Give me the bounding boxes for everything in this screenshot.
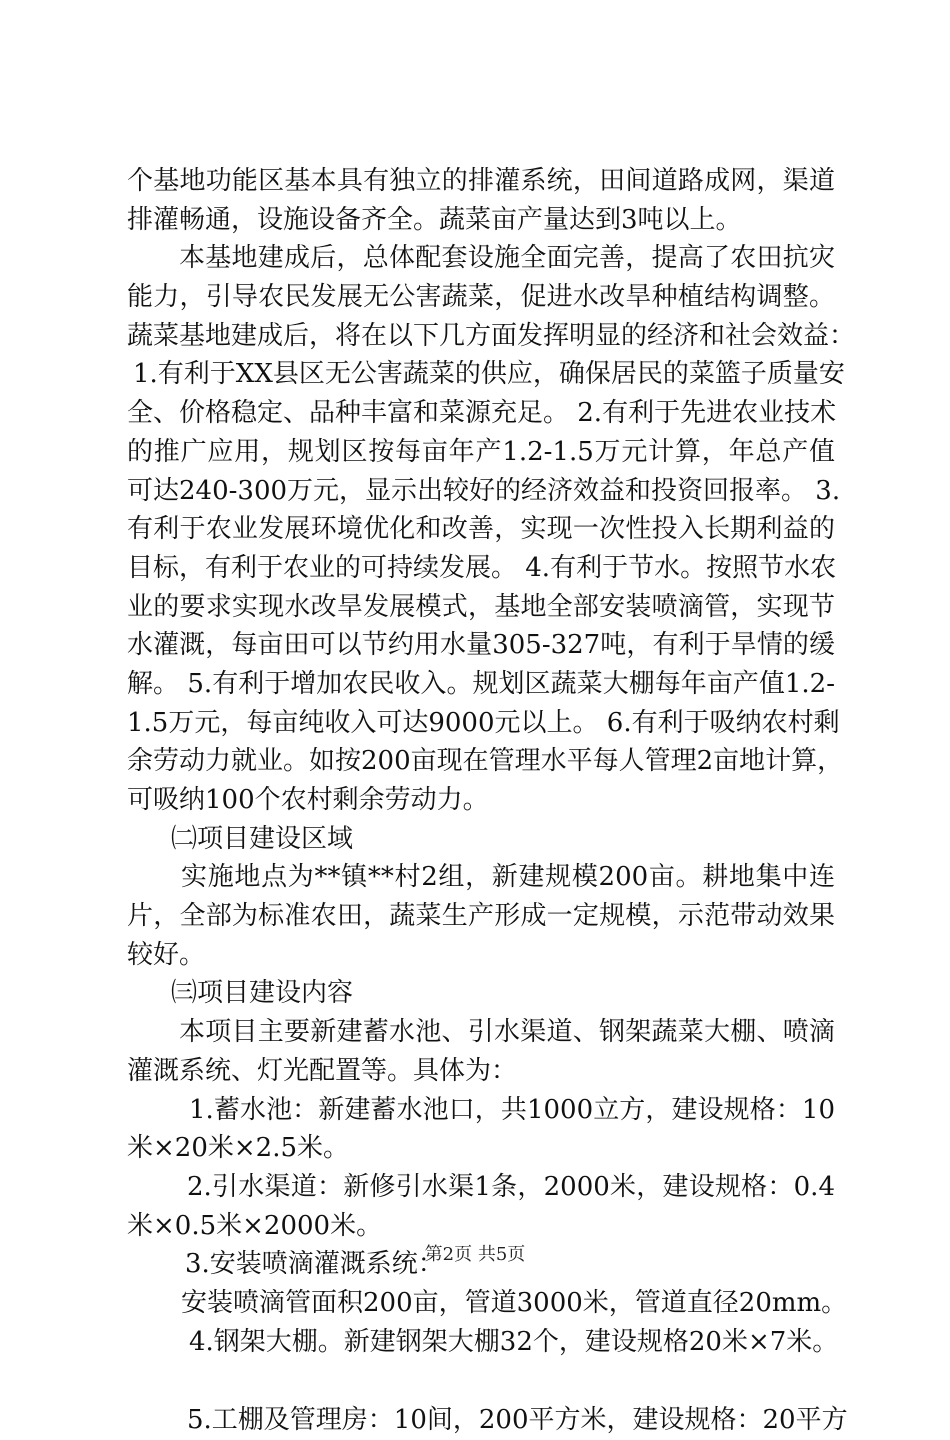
text-line: 余劳动力就业。如按200亩现在管理水平每人管理2亩地计算，: [127, 746, 844, 777]
text-line: 水灌溉，每亩田可以节约用水量305-327吨，有利于旱情的缓: [127, 630, 835, 661]
text-line: 业的要求实现水改旱发展模式，基地全部安装喷滴管，实现节: [127, 591, 835, 622]
text-line: 1.蓄水池：新建蓄水池口，共1000立方，建设规格：10: [189, 1094, 835, 1125]
text-line: 有利于农业发展环境优化和改善，实现一次性投入长期利益的: [127, 514, 835, 545]
text-line: 1.有利于XX县区无公害蔬菜的供应，确保居民的菜篮子质量安: [133, 359, 845, 390]
text-line: 2.引水渠道：新修引水渠1条，2000米，建设规格：0.4: [187, 1171, 835, 1202]
text-line: 片，全部为标准农田，蔬菜生产形成一定规模，示范带动效果: [127, 901, 835, 932]
text-line: 1.5万元，每亩纯收入可达9000元以上。 6.有利于吸纳农村剩: [127, 707, 840, 738]
text-line: ㈢项目建设内容: [171, 978, 354, 1009]
text-line: 5.工棚及管理房：10间，200平方米，建设规格：20平方: [187, 1405, 848, 1436]
blank-line: [127, 1361, 835, 1401]
text-line: 安装喷滴管面积200亩，管道3000米，管道直径20mm。: [181, 1287, 848, 1318]
text-line: 米×0.5米×2000米。: [127, 1210, 383, 1241]
text-line: 蔬菜基地建成后，将在以下几方面发挥明显的经济和社会效益：: [127, 320, 856, 351]
text-line: 本项目主要新建蓄水池、引水渠道、钢架蔬菜大棚、喷滴: [179, 1017, 835, 1048]
text-line: 3.安装喷滴灌溉系统：: [185, 1249, 444, 1280]
text-line: 米×20米×2.5米。: [127, 1133, 350, 1164]
text-line: 排灌畅通，设施设备齐全。蔬菜亩产量达到3吨以上。: [127, 204, 742, 235]
text-line: 本基地建成后，总体配套设施全面完善，提高了农田抗灾: [179, 243, 835, 274]
text-line: 能力，引导农民发展无公害蔬菜，促进水改旱种植结构调整。: [127, 282, 835, 313]
text-line: ㈡项目建设区域: [171, 823, 354, 854]
text-line: 个基地功能区基本具有独立的排灌系统，田间道路成网，渠道: [127, 166, 835, 196]
text-line: 灌溉系统、灯光配置等。具体为：: [127, 1055, 518, 1086]
text-line: 全、价格稳定、品种丰富和菜源充足。 2.有利于先进农业技术: [127, 398, 837, 429]
text-line: 4.钢架大棚。新建钢架大棚32个，建设规格20米×7米。: [189, 1326, 839, 1357]
text-line: 目标，有利于农业的可持续发展。 4.有利于节水。按照节水农: [127, 552, 837, 583]
text-line: 的推广应用，规划区按每亩年产1.2-1.5万元计算，年总产值: [127, 436, 835, 467]
page-footer: 第2页 共5页: [424, 1244, 526, 1265]
text-line: 实施地点为**镇**村2组，新建规模200亩。耕地集中连: [181, 862, 835, 893]
text-line: 较好。: [127, 939, 206, 970]
text-line: 解。 5.有利于增加农民收入。规划区蔬菜大棚每年亩产值1.2-: [127, 668, 835, 699]
text-line: 可吸纳100个农村剩余劳动力。: [127, 785, 489, 815]
text-line: 可达240-300万元，显示出较好的经济效益和投资回报率。 3.: [127, 475, 841, 506]
